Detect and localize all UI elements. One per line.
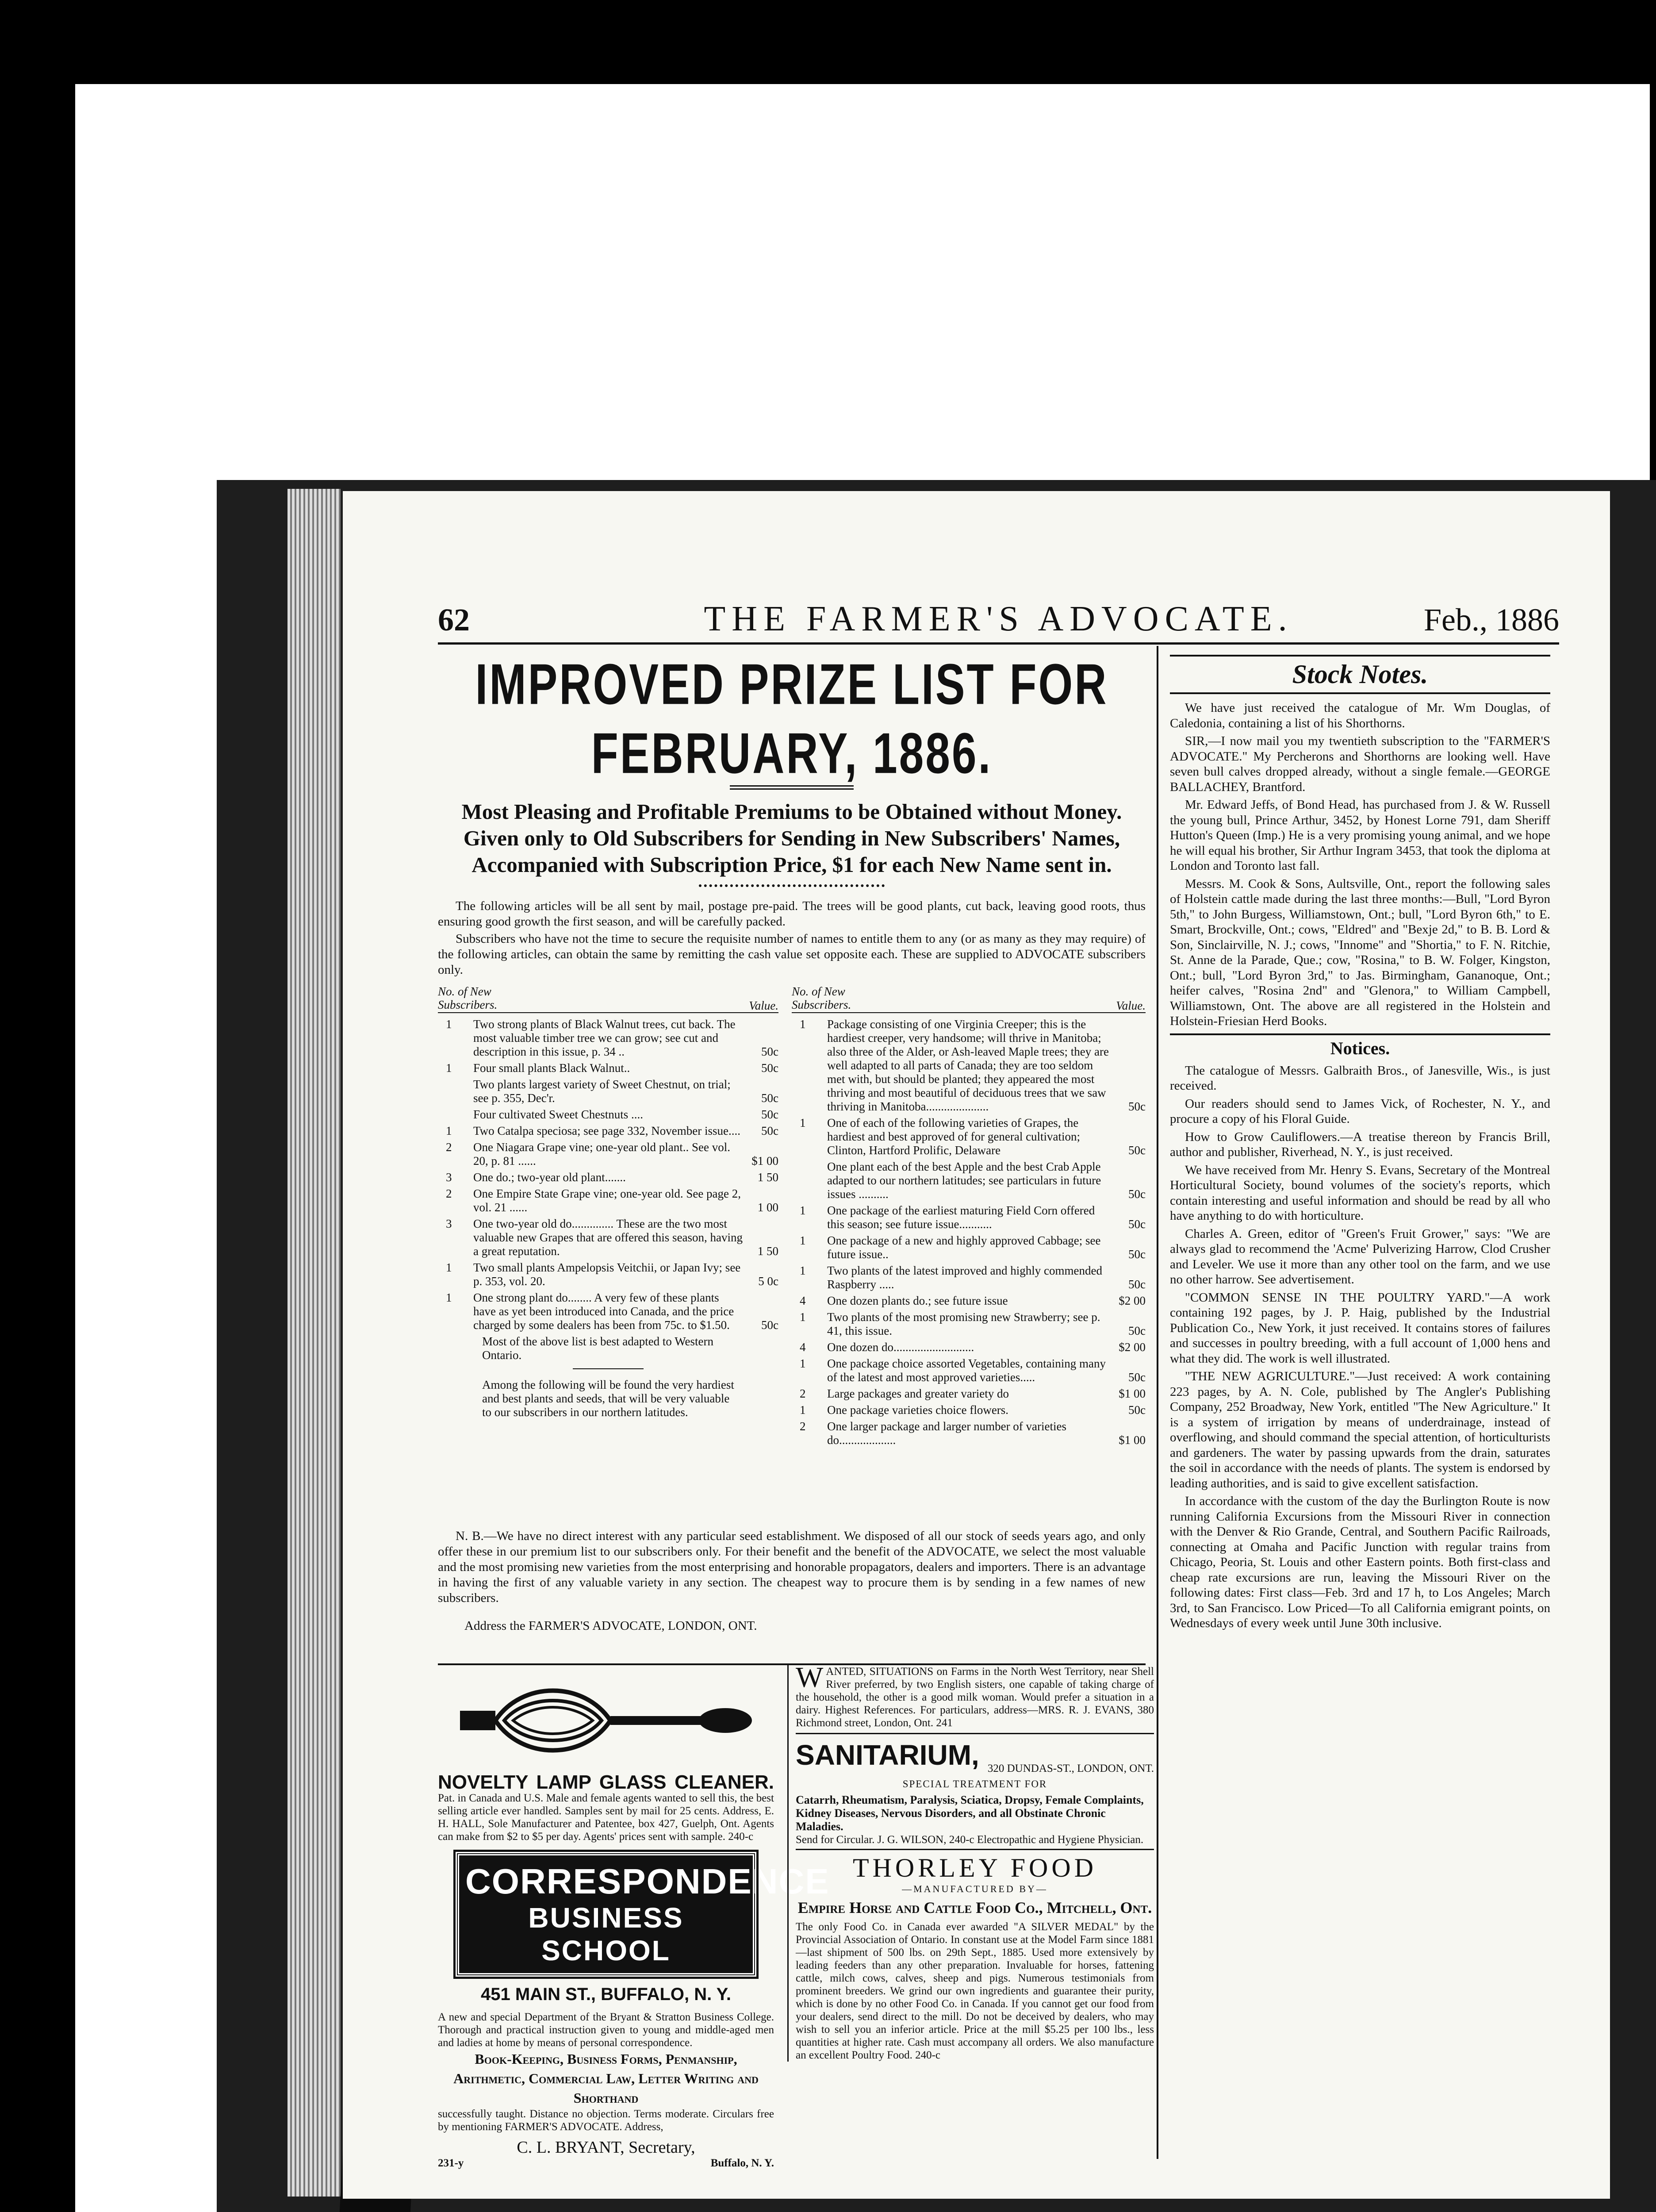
prize-description: Two small plants Ampelopsis Veitchii, or Japan Ivy; see p. 353, vol. 20. [473, 1261, 741, 1288]
prize-item [438, 1108, 778, 1121]
prize-list-section [438, 652, 1146, 1648]
stock-notes-title: Stock Notes. [1170, 655, 1550, 694]
prize-column-left [438, 985, 778, 1425]
lamp-cleaner-icon [451, 1672, 761, 1769]
subscribers-needed: 1 [800, 1234, 806, 1247]
notice-item: Our readers should send to James Vick, of Rochester, N. Y., and procure a copy of his Floral Guide. [1170, 1096, 1550, 1126]
stock-note: We have just received the catalogue of Mr. Wm Douglas, of Caledonia, containing a list of his Shorthorns. [1170, 701, 1550, 730]
prize-item [438, 1018, 778, 1059]
ad-city: Buffalo, N. Y. [710, 2157, 774, 2169]
lamp-cleaner-illustration [438, 1665, 774, 1776]
prize-value: 50c [761, 1108, 778, 1121]
prize-item [438, 1261, 778, 1288]
thorley-title: THORLEY FOOD [852, 1853, 1097, 1882]
lamp-cleaner-text: Pat. in Canada and U.S. Male and female agents wanted to sell this, the best selling article ever handled. Samples sent by mail for 25 cents. Address, E. H. HALL, Sole Manufacturer and Patentee, box 427, Guelph, Ont. Agents can make from $2 to $5 per day. Agents' prices sent with sample. 240-c [438, 1792, 774, 1843]
page-header [438, 599, 1559, 641]
prize-item [438, 1291, 778, 1332]
prize-description: One package varieties choice flowers. [827, 1403, 1009, 1417]
prize-value: 50c [761, 1091, 778, 1105]
prize-value: 50c [1128, 1278, 1146, 1291]
prize-list-title: IMPROVED PRIZE LIST FOR FEBRUARY, 1886. [475, 652, 1108, 786]
issue-date: Feb., 1886 [1424, 602, 1559, 637]
prize-item [792, 1018, 1146, 1114]
prize-description: One strong plant do........ A very few of these plants have as yet been introduced into Canada, and the price charged by some dealers has been from 75c. to $1.50. [473, 1291, 734, 1332]
stock-note: Messrs. M. Cook & Sons, Aultsville, Ont., report the following sales of Holstein cattle made during the last three months:—Bull, "Lord Byron 5th," to John Burgess, Williamstown, Ont.; bull, "Lord Byron 6th," to E. Smart, Brockville, Ont.; cows, "Eldred" and "Bexje 2d," to B. B. Lord & Son, Sinclairville, N. J.; cows, "Innome" and "Shortia," to F. N. Ritchie, St. Anne de la Parade, Que.; cow, "Rosina," to B. W. Folger, Kingston, Ont.; bull, "Lord Byron 3rd," to Jas. Birmingham, Gananoque, Ont.; heifer calves, "Rosina 2nd" and "Glenora," to William Campbell, Williamstown, Ont. The above are all registered in the Holstein and Holstein-Friesian Herd Books. [1170, 876, 1550, 1028]
prize-value: $1 00 [1119, 1433, 1146, 1447]
notice-item: Charles A. Green, editor of "Green's Fruit Grower," says: "We are always glad to recommend the 'Acme' Pulverizing Harrow, Clod Crusher and Leveler. We use it more than any other tool on the farm, and we use no other harrow. See advertisement. [1170, 1226, 1550, 1286]
prize-value: 1 50 [757, 1171, 778, 1184]
prize-description: One of each of the following varieties of Grapes, the hardiest and best approved of for general cultivation; Clinton, Hartford Prolific, Delaware [827, 1116, 1081, 1157]
column-header [438, 985, 778, 1013]
lamp-cleaner-ad [438, 1771, 774, 1843]
value-header: Value. [1116, 999, 1146, 1012]
notice-item: "THE NEW AGRICULTURE."—Just received: A work containing 223 pages, by A. N. Cole, published by The Angler's Publishing Company, 252 Broadway, New York, entitled "The New Agriculture." It is a system of irrigation by means of underdrainage, instead of overflowing, and should command the special attention, of horticulturists and gardeners. The water by passing upwards from the drain, saturates the soil in accordance with the needs of plants. The system is endorsed by leading authorities, and is said to give excellent satisfaction. [1170, 1369, 1550, 1490]
masthead-title: THE FARMER'S ADVOCATE. [704, 599, 1293, 638]
prize-item [438, 1187, 778, 1214]
ad-column-right [787, 1661, 1154, 2062]
newspaper-page [343, 491, 1610, 2199]
subscribers-needed: 1 [800, 1403, 806, 1417]
prize-description: One package choice assorted Vegetables, containing many of the latest and most approved varieties..... [827, 1357, 1106, 1384]
subscribers-header: No. of New Subscribers. [438, 985, 498, 1011]
prize-value: 50c [1128, 1324, 1146, 1337]
subscribers-needed: 1 [800, 1357, 806, 1370]
subscribers-needed: 1 [800, 1204, 806, 1217]
business-school-subjects: Book-Keeping, Business Forms, Penmanship, Arithmetic, Commercial Law, Letter Writing and Shorthand [453, 2051, 759, 2106]
sidebar-column [1170, 655, 1550, 1634]
prize-table [438, 985, 1146, 1516]
prize-item [438, 1124, 778, 1138]
column-header [792, 985, 1146, 1013]
subscribers-needed: 1 [800, 1264, 806, 1277]
business-school-text: successfully taught. Distance no objection. Terms moderate. Circulars free by mentioning FARMER'S ADVOCATE. Address, [438, 2108, 774, 2133]
subscribers-needed: 1 [446, 1124, 452, 1137]
prize-value: 50c [761, 1061, 778, 1075]
subscribers-needed: 4 [800, 1340, 806, 1354]
prize-value: 50c [761, 1045, 778, 1058]
prize-description: Two strong plants of Black Walnut trees, cut back. The most valuable timber tree we can grow; see cut and description in this issue, p. 34 .. [473, 1018, 736, 1058]
prize-description: One dozen plants do.; see future issue [827, 1294, 1008, 1307]
prize-item [792, 1264, 1146, 1291]
prize-item [438, 1078, 778, 1105]
prize-value: 50c [1128, 1217, 1146, 1231]
page-number: 62 [438, 602, 470, 637]
address-line: Address the FARMER'S ADVOCATE, LONDON, ONT. [464, 1619, 757, 1633]
subscribers-needed: 1 [800, 1310, 806, 1324]
prize-value: 50c [1128, 1371, 1146, 1384]
prize-value: 50c [1128, 1403, 1146, 1417]
prize-item [792, 1403, 1146, 1417]
column-rule [1157, 646, 1158, 2159]
prize-description: Two plants largest variety of Sweet Chestnut, on trial; see p. 355, Dec'r. [473, 1078, 731, 1105]
prize-value: 1 50 [757, 1244, 778, 1258]
business-school-banner [456, 1852, 830, 1977]
prize-description: One plant each of the best Apple and the best Crab Apple adapted to our northern latitudes; see particulars in future issues .......... [827, 1160, 1101, 1201]
prize-item [792, 1357, 1146, 1384]
value-header: Value. [749, 999, 778, 1012]
prize-item [438, 1061, 778, 1075]
prize-item [792, 1234, 1146, 1261]
subtitle-ornament [699, 884, 885, 887]
prize-value: 1 00 [757, 1201, 778, 1214]
prize-item [792, 1204, 1146, 1231]
notices-title: Notices. [1170, 1033, 1550, 1059]
prize-description: One package of the earliest maturing Field Corn offered this season; see future issue........... [827, 1204, 1095, 1231]
business-school-footer [438, 2157, 774, 2170]
prize-item [438, 1217, 778, 1258]
banner-line: CORRESPONDENCE [465, 1862, 830, 1901]
prize-value: $1 00 [1119, 1387, 1146, 1400]
subscribers-needed: 1 [800, 1018, 806, 1031]
advertisements [438, 1661, 1154, 2169]
prize-description: Large packages and greater variety do [827, 1387, 1009, 1400]
notice-item: We have received from Mr. Henry S. Evans, Secretary of the Montreal Horticultural Society, bound volumes of the society's reports, which contain interesting and useful information and should be read by all who have anything to do with horticulture. [1170, 1163, 1550, 1223]
subscribers-needed: 2 [800, 1387, 806, 1400]
wanted-ad: WANTED, SITUATIONS on Farms in the North West Territory, near Shell River preferred, by two English sisters, one capable of taking charge of the household, the other is a good milk woman. Would prefer a situation in a dairy. Highest References. For particulars, address—MRS. R. J. EVANS, 380 Richmond street, London, Ont. 241 [796, 1665, 1154, 1734]
business-school-address: 451 MAIN ST., BUFFALO, N. Y. [480, 1985, 732, 2004]
divider [573, 1368, 644, 1369]
notice-item: How to Grow Cauliflowers.—A treatise thereon by Francis Brill, author and publisher, Riverhead, N. Y., is just received. [1170, 1129, 1550, 1159]
prize-description: Four small plants Black Walnut.. [473, 1061, 630, 1075]
sanitarium-special: SPECIAL TREATMENT FOR [902, 1778, 1047, 1790]
stock-note: SIR,—I now mail you my twentieth subscription to the "FARMER'S ADVOCATE." My Percherons and Shorthorns are looking well. Have seven bull calves dropped already, without a single female.—GEORGE BALLACHEY, Brantford. [1170, 734, 1550, 794]
notice-item: "COMMON SENSE IN THE POULTRY YARD."—A work containing 192 pages, by J. P. Haig, published by the Industrial Publication Co., New York, it just received. It contains stores of failures and successes in poultry breeding, with a full account of 1,000 hens and what they did. The work is well illustrated. [1170, 1290, 1550, 1366]
thorley-manufactured: —MANUFACTURED BY— [902, 1883, 1048, 1894]
page-edges [288, 489, 341, 2197]
prize-description: One do.; two-year old plant....... [473, 1171, 626, 1184]
prize-item [792, 1294, 1146, 1308]
prize-value: 50c [761, 1318, 778, 1332]
prize-description: One larger package and larger number of varieties do................... [827, 1420, 1067, 1447]
subscribers-needed: 1 [446, 1261, 452, 1274]
sanitarium-title: SANITARIUM, [796, 1739, 979, 1771]
prize-value: 50c [1128, 1187, 1146, 1201]
prize-value: 50c [1128, 1248, 1146, 1261]
prize-item [792, 1340, 1146, 1354]
prize-description: One dozen do........................... [827, 1340, 974, 1354]
stock-note: Mr. Edward Jeffs, of Bond Head, has purchased from J. & W. Russell the young bull, Prince Arthur, 3452, by Honest Lorne 791, dam Sheriff Hutton's Queen (Imp.) He is a very promising young animal, and we hope he will equal his brother, Sir Arthur Ingram 3453, that took the diploma at London and Toronto last fall. [1170, 798, 1550, 873]
intro-paragraph: Subscribers who have not the time to secure the requisite number of names to entitle them to any (or as many as they may require) of the following articles, can obtain the same by remitting the cash value set opposite each. These are supplied to ADVOCATE subscribers only. [438, 932, 1146, 977]
business-school-signature: C. L. BRYANT, Secretary, [517, 2138, 695, 2157]
prize-description: One two-year old do.............. These are the two most valuable new Grapes that are offered this season, having a great reputation. [473, 1217, 743, 1258]
prize-item [792, 1310, 1146, 1338]
prize-description: Two Catalpa speciosa; see page 332, November issue.... [473, 1124, 740, 1137]
intro-paragraph: The following articles will be all sent by mail, postage pre-paid. The trees will be good plants, cut back, leaving good roots, thus ensuring good growth the first season, and will be carefully packed. [438, 899, 1146, 929]
prize-description: Package consisting of one Virginia Creeper; this is the hardiest creeper, very handsome; will thrive in Manitoba; also three of the Alder, or Ash-leaved Maple trees; they are well adapted to all parts of Canada; they are too seldom met with, but should be planted; they appeared the most thriving and most beautiful of deciduous trees that we saw thriving in Manitoba..................... [827, 1018, 1109, 1113]
prize-value: $2 00 [1119, 1340, 1146, 1354]
header-rule [438, 642, 1559, 645]
subscribers-needed: 4 [800, 1294, 806, 1307]
subscribers-needed: 1 [800, 1116, 806, 1129]
business-school-text: A new and special Department of the Bryant & Stratton Business College. Thorough and practical instruction given to young and middle-aged men and ladies at home by means of personal correspondence. [438, 2011, 774, 2049]
subscribers-needed: 3 [446, 1217, 452, 1230]
lamp-cleaner-title: NOVELTY LAMP GLASS CLEANER. [438, 1771, 774, 1793]
prize-value: 50c [1128, 1100, 1146, 1113]
sanitarium-diseases: Catarrh, Rheumatism, Paralysis, Sciatica, Dropsy, Female Complaints, Kidney Diseases, Nervous Disorders, and all Obstinate Chronic Maladies. [796, 1793, 1144, 1833]
notice-item: In accordance with the custom of the day the Burlington Route is now running California Excursions from the Missouri River in connection with the Denver & Rio Grande, Central, and Southern Pacific Railroads, connecting at Omaha and Pacific Junction with regular trains from Chicago, Peoria, St. Louis and other Eastern points. Both first-class and cheap rate excursions are run, leaving the Missouri River on the following dates: First class—Feb. 3rd and 17 h, to Los Angeles; March 3rd, to San Francisco. Low Priced—To all California emigrant points, on Wednesdays of every week until June 30th inclusive. [1170, 1494, 1550, 1630]
prize-column-right [792, 985, 1146, 1450]
subscribers-needed: 3 [446, 1171, 452, 1184]
sanitarium-footer: Send for Circular. J. G. WILSON, 240-c Electropathic and Hygiene Physician. [796, 1833, 1154, 1850]
prize-value: 5 0c [758, 1275, 778, 1288]
banner-line: BUSINESS SCHOOL [528, 1902, 684, 1966]
thorley-text: The only Food Co. in Canada ever awarded "A SILVER MEDAL" by the Provincial Association of Ontario. In constant use at the Model Farm since 1881—last shipment of 500 lbs. on 29th Sept., 1885. Used more extensively by leading feeders than any other preparation. Invaluable for horses, fattening cattle, milch cows, calves, sheep and pigs. Numerous testimonials from prominent breeders. We grind our own ingredients and guarantee their purity, which is done by no other Food Co. in Canada. If you cannot get our food from your dealers, send direct to the mill. Do not be deceived by dealers, who may wish to sell you an inferior article. Price at the mill $5.25 per 100 lbs., less quantities at higher rate. Cash must accompany all orders. We also manufacture an excellent Poultry Food. 240-c [796, 1921, 1154, 2061]
nb-paragraph: N. B.—We have no direct interest with any particular seed establishment. We disposed of all our stock of seeds years ago, and only offer these in our premium list to our subscribers only. For their benefit and the benefit of the ADVOCATE, we select the most valuable and the most promising new varieties from the most enterprising and honorable propagators, dealers and importers. There is an advantage in having the first of any valuable variety in any section. The cheapest way to procure them is by sending in a few names of new subscribers. [438, 1529, 1146, 1605]
prize-value: $1 00 [751, 1154, 778, 1167]
prize-value: $2 00 [1119, 1294, 1146, 1307]
subscribers-header: No. of New Subscribers. [792, 985, 851, 1011]
prize-value: 50c [761, 1124, 778, 1137]
notice-item: The catalogue of Messrs. Galbraith Bros., of Janesville, Wis., is just received. [1170, 1063, 1550, 1093]
subscribers-needed: 2 [800, 1420, 806, 1433]
column-note: Among the following will be found the very hardiest and best plants and seeds, that will be very valuable to our subscribers in our northern latitudes. [482, 1378, 734, 1419]
ad-code: 231-y [438, 2157, 464, 2169]
prize-description: One Empire State Grape vine; one-year old. See page 2, vol. 21 ...... [473, 1187, 741, 1214]
prize-value: 50c [1128, 1144, 1146, 1157]
ad-column-left [438, 1665, 830, 2170]
prize-item [438, 1141, 778, 1168]
prize-list-subtitle: Most Pleasing and Profitable Premiums to be Obtained without Money. Given only to Old Subscribers for Sending in New Subscribers' Names, Accompanied with Subscription Price, $1 for each New Name sent in. [461, 799, 1122, 877]
prize-item [792, 1116, 1146, 1157]
prize-description: One Niagara Grape vine; one-year old plant.. See vol. 20, p. 81 ...... [473, 1141, 731, 1167]
prize-description: Four cultivated Sweet Chestnuts .... [473, 1108, 643, 1121]
prize-item [792, 1420, 1146, 1447]
subscribers-needed: 1 [446, 1018, 452, 1031]
prize-item [438, 1171, 778, 1184]
subscribers-needed: 1 [446, 1291, 452, 1304]
prize-description: Two plants of the latest improved and highly commended Raspberry ..... [827, 1264, 1102, 1291]
column-note: Most of the above list is best adapted to Western Ontario. [482, 1335, 713, 1362]
prize-description: Two plants of the most promising new Strawberry; see p. 41, this issue. [827, 1310, 1100, 1337]
subscribers-needed: 2 [446, 1187, 452, 1200]
subscribers-needed: 1 [446, 1061, 452, 1075]
subscribers-needed: 2 [446, 1141, 452, 1154]
sanitarium-address: 320 DUNDAS-ST., LONDON, ONT. [987, 1763, 1154, 1774]
prize-item [792, 1387, 1146, 1401]
thorley-company: Empire Horse and Cattle Food Co., Mitchell, Ont. [797, 1899, 1152, 1916]
prize-description: One package of a new and highly approved Cabbage; see future issue.. [827, 1234, 1101, 1261]
prize-item [792, 1160, 1146, 1201]
